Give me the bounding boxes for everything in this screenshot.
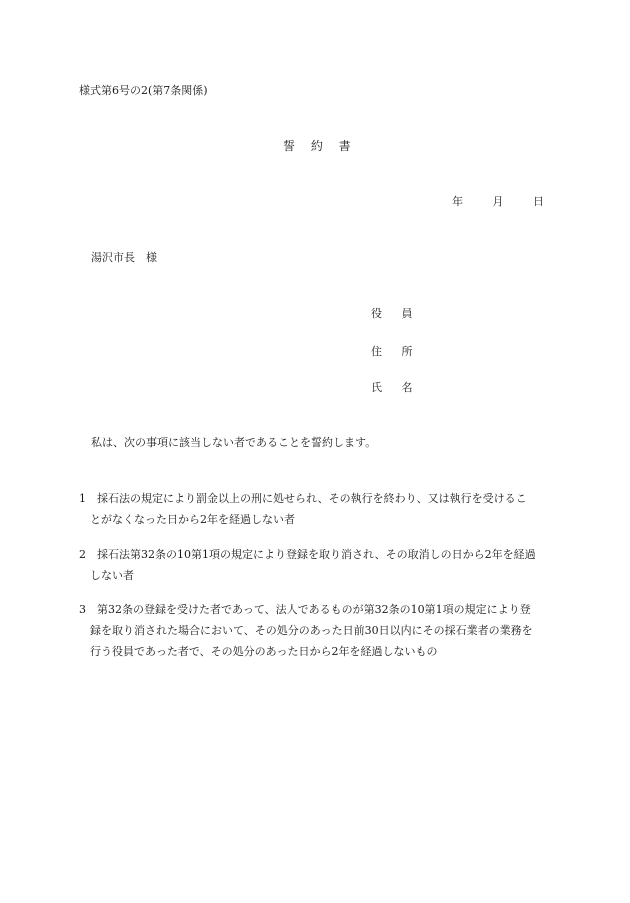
name-label: 氏 名 [371,381,421,394]
pledge-statement: 私は、次の事項に該当しない者であることを誓約します。 [91,436,377,449]
addressee: 湯沢市長 様 [91,251,157,264]
date-year-label: 年 [452,195,463,208]
item-2-line-2: しない者 [79,569,134,582]
document-title: 誓 約 書 [283,139,357,153]
item-2-line-1: 2 採石法第32条の10第1項の規定により登録を取り消され、その取消しの日から2年を経過 [79,548,536,561]
address-label: 住 所 [371,345,421,358]
item-3-line-1: 3 第32条の登録を受けた者であって、法人であるものが第32条の10第1項の規定により登 [79,603,531,616]
item-1-line-2: とがなくなった日から2年を経過しない者 [79,513,295,526]
list-item [79,599,549,662]
item-3-line-2: 録を取り消された場合において、その処分のあった日前30日以内にその採石業者の業務を [79,624,533,637]
form-number: 様式第6号の2(第7条関係) [79,84,208,97]
officer-label: 役 員 [371,307,421,320]
item-1-line-1: 1 採石法の規定により罰金以上の刑に処せられ、その執行を終わり、又は執行を受けるこ [79,492,527,505]
item-3-line-3: 行う役員であった者で、その処分のあった日から2年を経過しないもの [79,645,438,658]
list-item [79,544,549,586]
date-day-label: 日 [533,195,544,208]
date-month-label: 月 [492,195,504,208]
list-item [79,488,549,530]
date-line [452,193,544,209]
